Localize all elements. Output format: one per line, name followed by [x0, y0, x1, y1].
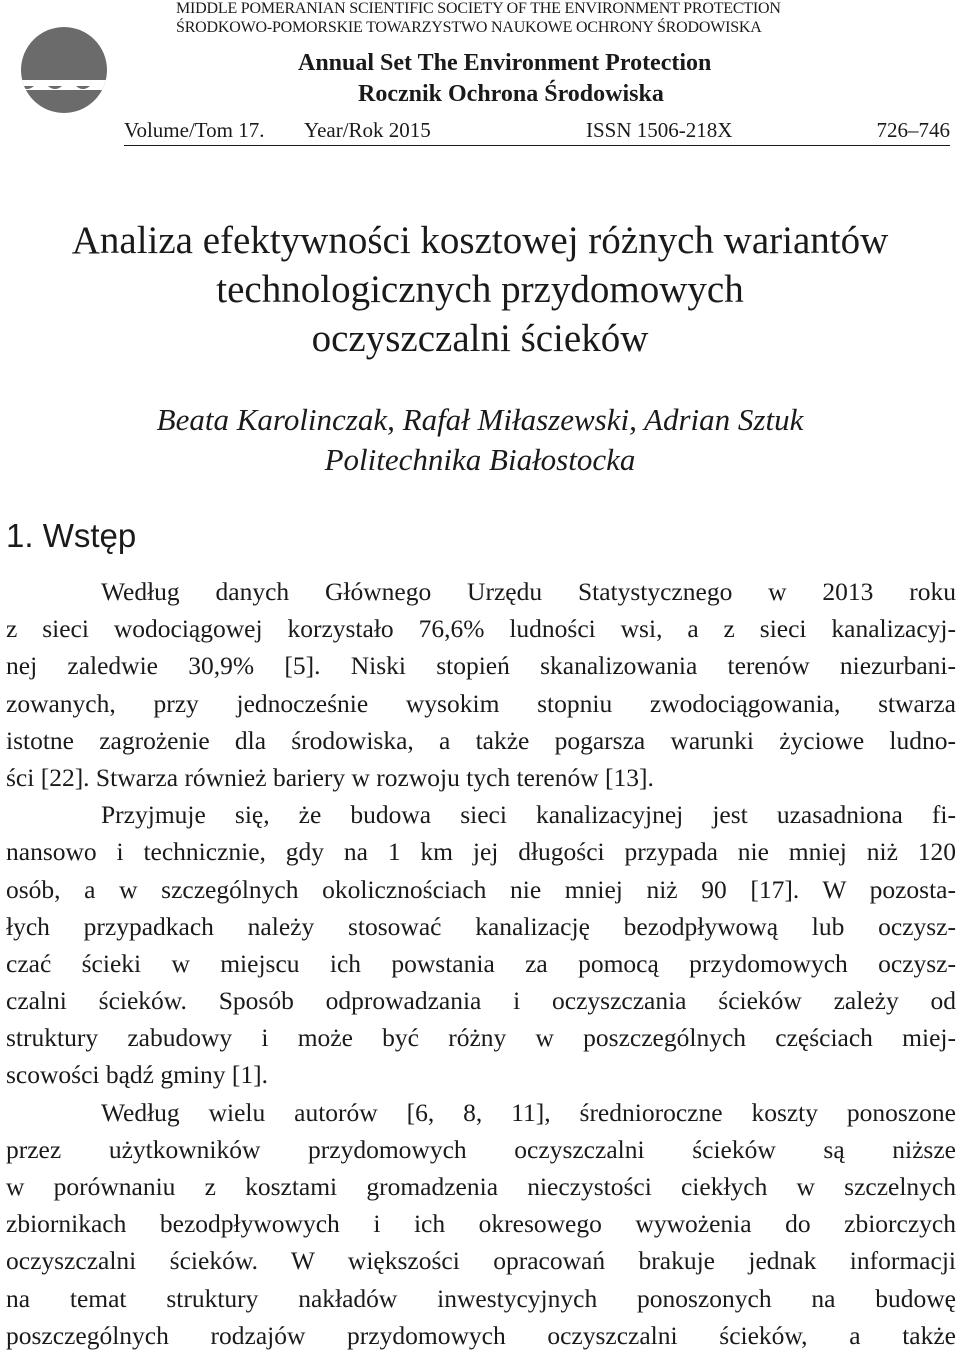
text-line: przez użytkowników przydomowych oczyszczalni ścieków są niższe — [6, 1134, 956, 1164]
text-line: czalni ścieków. Sposób odprowadzania i oczyszczania ścieków zależy od — [6, 986, 956, 1016]
society-logo-icon — [20, 26, 108, 114]
author-block — [0, 400, 960, 480]
text-line: nej zaledwie 30,9% [5]. Niski stopień skanalizowania terenów niezurbani- — [6, 651, 956, 681]
text-line: czać ścieki w miejscu ich powstania za pomocą przydomowych oczysz- — [6, 948, 956, 978]
title-line: Analiza efektywności kosztowej różnych wariantów — [71, 219, 889, 262]
text-line: Według wielu autorów [6, 8, 11], średnioroczne koszty ponoszone — [101, 1097, 956, 1127]
text-line: w porównaniu z kosztami gromadzenia nieczystości ciekłych w szczelnych — [6, 1172, 956, 1201]
society-name-en: MIDDLE POMERANIAN SCIENTIFIC SOCIETY OF THE ENVIRONMENT PROTECTION — [176, 0, 781, 17]
article-title — [0, 216, 960, 363]
text-line: ści [22]. Stwarza również bariery w rozwoju tych terenów [13]. — [6, 762, 654, 792]
text-line: na temat struktury nakładów inwestycyjnych ponoszonych na budowę — [6, 1283, 956, 1313]
text-line: z sieci wodociągowej korzystało 76,6% ludności wsi, a z sieci kanalizacyj- — [6, 614, 956, 644]
text-line: struktury zabudowy i może być różny w poszczególnych częściach miej- — [6, 1023, 956, 1053]
text-line: zbiornikach bezodpływowych i ich okresowego wywożenia do zbiorczych — [6, 1209, 956, 1239]
text-line: scowości bądź gminy [1]. — [6, 1060, 269, 1090]
year-label: Year/Rok 2015 — [304, 118, 431, 142]
volume-label: Volume/Tom 17. — [124, 118, 265, 142]
header-divider — [124, 145, 950, 146]
text-line: Według danych Głównego Urzędu Statystycznego w 2013 roku — [101, 577, 956, 606]
authors: Beata Karolinczak, Rafał Miłaszewski, Adrian Sztuk — [156, 402, 804, 437]
title-line: oczyszczalni ścieków — [311, 317, 649, 360]
journal-title-en: Annual Set The Environment Protection — [298, 50, 712, 76]
publication-meta — [124, 116, 950, 144]
journal-header — [0, 0, 960, 150]
society-name-pl: ŚRODKOWO-POMORSKIE TOWARZYSTWO NAUKOWE OCHRONY ŚRODOWISKA — [176, 19, 762, 36]
page-range: 726–746 — [876, 118, 950, 142]
title-line: technologicznych przydomowych — [216, 268, 744, 311]
text-line: poszczególnych rodzajów przydomowych oczyszczalni ścieków, a także — [6, 1320, 956, 1350]
text-line: nansowo i technicznie, gdy na 1 km jej długości przypada nie mniej niż 120 — [6, 837, 956, 867]
issn-label: ISSN 1506-218X — [586, 118, 733, 142]
body-text — [6, 573, 956, 1354]
text-line: zowanych, przy jednocześnie wysokim stopniu zwodociągowania, stwarza — [6, 688, 956, 718]
text-line: istotne zagrożenie dla środowiska, a także pogarsza warunki życiowe ludno- — [6, 725, 956, 755]
section-heading: 1. Wstęp — [6, 517, 137, 554]
text-line: oczyszczalni ścieków. W większości opracowań brakuje jednak informacji — [6, 1246, 956, 1276]
text-line: łych przypadkach należy stosować kanalizację bezodpływową lub oczysz- — [6, 911, 956, 941]
journal-title-pl: Rocznik Ochrona Środowiska — [358, 81, 664, 107]
text-line: Przyjmuje się, że budowa sieci kanalizacyjnej jest uzasadniona fi- — [101, 800, 956, 830]
affiliation: Politechnika Białostocka — [324, 442, 636, 477]
text-line: osób, a w szczególnych okolicznościach nie mniej niż 90 [17]. W pozosta- — [6, 874, 956, 904]
